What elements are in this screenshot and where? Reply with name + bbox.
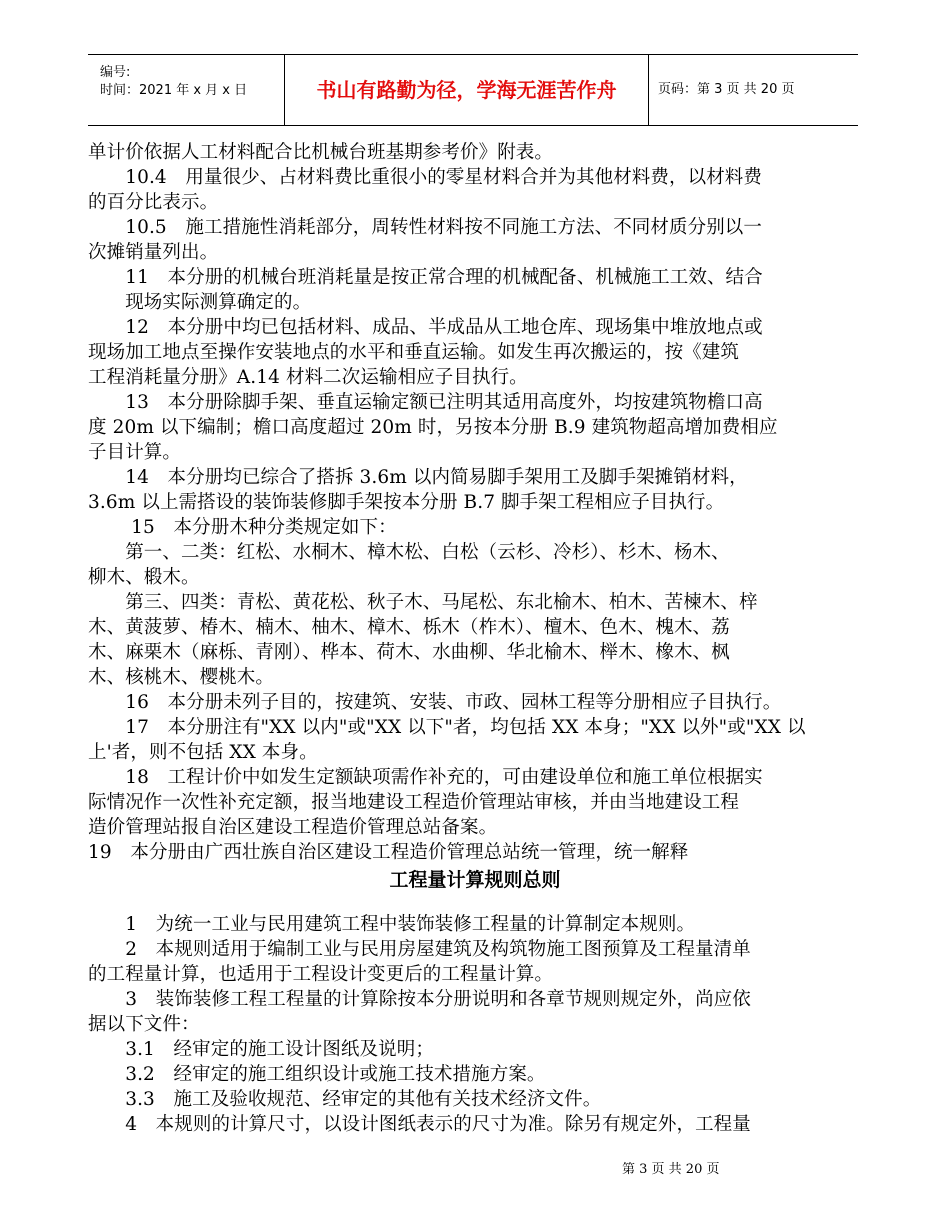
text-line: 4 本规则的计算尺寸，以设计图纸表示的尺寸为准。除另有规定外，工程量	[88, 1114, 751, 1135]
text-line: 11 本分册的机械台班消耗量是按正常合理的机械配备、机械施工工效、结合	[88, 267, 763, 288]
rules-body	[88, 912, 863, 1137]
text-line: 次摊销量列出。	[88, 242, 219, 263]
text-line: 3.6m 以上需搭设的装饰装修脚手架按本分册 B.7 脚手架工程相应子目执行。	[88, 492, 725, 513]
doc-time: 时间：2021 年 x 月 x 日	[100, 83, 248, 98]
text-line: 子目计算。	[88, 442, 182, 463]
text-line: 18 工程计价中如发生定额缺项需作补充的，可由建设单位和施工单位根据实	[88, 767, 763, 788]
text-line: 19 本分册由广西壮族自治区建设工程造价管理总站统一管理，统一解释	[88, 842, 689, 863]
text-line: 木、黄菠萝、椿木、楠木、柚木、樟木、栎木（柞木）、檀木、色木、槐木、荔	[88, 617, 730, 638]
text-line: 单计价依据人工材料配合比机械台班基期参考价》附表。	[88, 142, 554, 163]
header-motto: 书山有路勤为径，学海无涯苦作舟	[316, 78, 617, 102]
page-footer: 第 3 页 共 20 页	[622, 1162, 720, 1177]
text-line: 第一、二类：红松、水桐木、樟木松、白松（云杉、冷杉）、杉木、杨木、	[88, 542, 730, 563]
header-meta	[88, 55, 284, 125]
text-line: 柳木、椴木。	[88, 567, 200, 588]
text-line: 3 装饰装修工程工程量的计算除按本分册说明和各章节规则规定外，尚应依	[88, 989, 751, 1010]
text-line: 第三、四类：青松、黄花松、秋子木、马尾松、东北榆木、柏木、苦楝木、梓	[88, 592, 758, 613]
text-line: 现场实际测算确定的。	[88, 292, 312, 313]
text-line: 现场加工地点至操作安装地点的水平和垂直运输。如发生再次搬运的，按《建筑	[88, 342, 740, 363]
text-line: 1 为统一工业与民用建筑工程中装饰装修工程量的计算制定本规则。	[88, 914, 696, 935]
text-line: 据以下文件：	[88, 1014, 200, 1035]
text-line: 3.2 经审定的施工组织设计或施工技术措施方案。	[88, 1064, 546, 1085]
text-line: 木、麻栗木（麻栎、青刚）、桦本、荷木、水曲柳、华北榆木、榉木、橡木、枫	[88, 642, 730, 663]
text-line: 16 本分册未列子目的，按建筑、安装、市政、园林工程等分册相应子目执行。	[88, 692, 782, 713]
text-line: 3.3 施工及验收规范、经审定的其他有关技术经济文件。	[88, 1089, 602, 1110]
document-body	[88, 140, 863, 865]
text-line: 的百分比表示。	[88, 192, 219, 213]
text-line: 木、核桃木、樱桃木。	[88, 667, 275, 688]
text-line: 17 本分册注有"XX 以内"或"XX 以下"者，均包括 XX 本身；"XX 以外"或"XX 以	[88, 717, 806, 738]
text-line: 15 本分册木种分类规定如下：	[88, 517, 397, 538]
text-line: 造价管理站报自治区建设工程造价管理总站备案。	[88, 817, 498, 838]
text-line: 10.5 施工措施性消耗部分，周转性材料按不同施工方法、不同材质分别以一	[88, 217, 762, 238]
text-line: 的工程量计算，也适用于工程设计变更后的工程量计算。	[88, 964, 554, 985]
text-line: 12 本分册中均已包括材料、成品、半成品从工地仓库、现场集中堆放地点或	[88, 317, 763, 338]
doc-code-label: 编号:	[100, 65, 131, 80]
text-line: 际情况作一次性补充定额，报当地建设工程造价管理站审核，并由当地建设工程	[88, 792, 740, 813]
text-line: 工程消耗量分册》A.14 材料二次运输相应子目执行。	[88, 367, 528, 388]
header-motto-cell	[284, 55, 649, 125]
text-line: 13 本分册除脚手架、垂直运输定额已注明其适用高度外，均按建筑物檐口高	[88, 392, 763, 413]
text-line: 度 20m 以下编制；檐口高度超过 20m 时，另按本分册 B.9 建筑物超高增加费相应	[88, 417, 778, 438]
text-line: 上'者，则不包括 XX 本身。	[88, 742, 318, 763]
text-line: 2 本规则适用于编制工业与民用房屋建筑及构筑物施工图预算及工程量清单	[88, 939, 751, 960]
text-line: 10.4 用量很少、占材料费比重很小的零星材料合并为其他材料费，以材料费	[88, 167, 762, 188]
text-line: 14 本分册均已综合了搭拆 3.6m 以内简易脚手架用工及脚手架摊销材料，	[88, 467, 748, 488]
page-header	[88, 54, 858, 126]
text-line: 3.1 经审定的施工设计图纸及说明；	[88, 1039, 434, 1060]
section-title: 工程量计算规则总则	[389, 869, 561, 891]
header-page-info: 页码：第 3 页 共 20 页	[658, 82, 795, 97]
